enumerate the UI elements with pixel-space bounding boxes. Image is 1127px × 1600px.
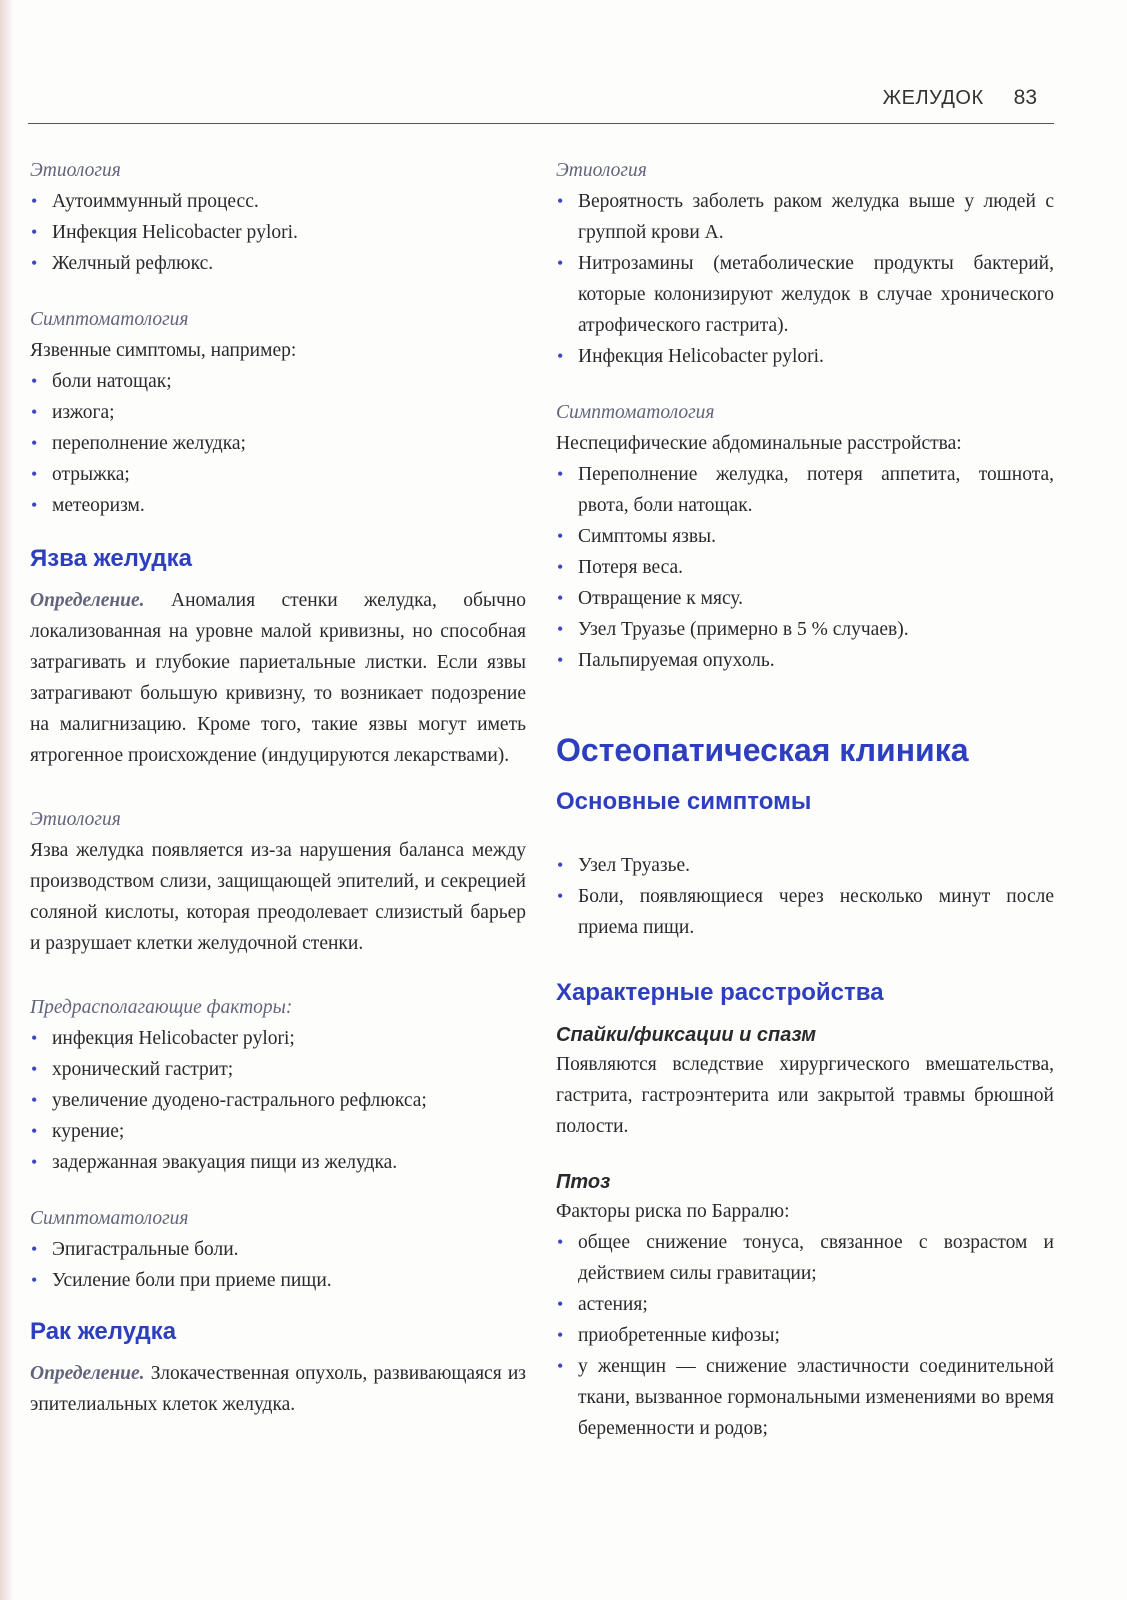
list-item: • Узел Труазье (примерно в 5 % случаев). (556, 614, 1054, 645)
cancer-symptoms-heading: Симптоматология (556, 402, 715, 423)
list-item: • Узел Труазье. (556, 850, 1054, 881)
cancer-etiology-list (556, 186, 1054, 372)
list-item: • Переполнение желудка, потеря аппетита, тошнота, рвота, боли натощак. (556, 459, 1054, 521)
list-item: • увеличение дуодено-гастрального рефлюкса; (30, 1085, 526, 1116)
cancer-etiology-heading: Этиология (556, 160, 647, 181)
list-item: • отрыжка; (30, 459, 526, 490)
ptosis-title: Птоз (556, 1171, 611, 1193)
list-item: • Эпигастральные боли. (30, 1234, 526, 1265)
symptoms-intro: Язвенные симптомы, например: (30, 340, 297, 361)
disorders-title: Характерные расстройства (556, 979, 884, 1006)
list-item: • инфекция Helicobacter pylori; (30, 1023, 526, 1054)
definition-text: Злокачественная опухоль, развивающаяся из эпителиальных клеток желудка. (30, 1363, 526, 1415)
list-item: • переполнение желудка; (30, 428, 526, 459)
list-item: • Пальпируемая опухоль. (556, 645, 1054, 676)
running-head-title: ЖЕЛУДОК (882, 87, 984, 109)
adhesions-title: Спайки/фиксации и спазм (556, 1024, 817, 1046)
list-item: • астения; (556, 1289, 1054, 1320)
ulcer-definition (30, 585, 526, 771)
factors-heading: Предрасполагающие факторы: (30, 997, 293, 1018)
header-rule (28, 123, 1054, 124)
etiology-list (30, 186, 526, 279)
main-symptoms-list (556, 850, 1054, 943)
page-edge-shadow (0, 0, 14, 1600)
page-number: 83 (1013, 86, 1037, 109)
list-item: • Вероятность заболеть раком желудка выше у людей с группой крови А. (556, 186, 1054, 248)
symptoms-heading: Симптоматология (30, 309, 189, 330)
etiology-heading: Этиология (30, 160, 121, 181)
list-item: • Потеря веса. (556, 552, 1054, 583)
definition-label: Определение. (30, 1363, 145, 1384)
ulcer-title: Язва желудка (30, 545, 192, 572)
ptosis-intro: Факторы риска по Барралю: (556, 1201, 790, 1222)
list-item: • метеоризм. (30, 490, 526, 521)
symptoms-list (30, 366, 526, 521)
list-item: • хронический гастрит; (30, 1054, 526, 1085)
list-item: • Инфекция Helicobacter pylori. (30, 217, 526, 248)
main-symptoms-title: Основные симптомы (556, 788, 812, 815)
running-head (883, 86, 1037, 114)
ulcer-etiology-heading: Этиология (30, 809, 121, 830)
list-item: • у женщин — снижение эластичности соединительной ткани, вызванное гормональными изменениями во время беременности и родов; (556, 1351, 1054, 1444)
list-item: • приобретенные кифозы; (556, 1320, 1054, 1351)
adhesions-text: Появляются вследствие хирургического вмешательства, гастрита, гастроэнтерита или закрытой травмы брюшной полости. (556, 1054, 1054, 1137)
factors-list (30, 1023, 526, 1178)
list-item: • Отвращение к мясу. (556, 583, 1054, 614)
definition-text: Аномалия стенки желудка, обычно локализованная на уровне малой кривизны, но способная затрагивать и глубокие париетальные листки. Если язвы затрагивают большую кривизну, то возникает подозрение на малигнизацию. Кроме того, такие язвы могут иметь ятрогенное происхождение (индуцируются лекарствами). (30, 590, 526, 766)
definition-label: Определение. (30, 590, 145, 611)
left-column (30, 156, 526, 1420)
list-item: • Симптомы язвы. (556, 521, 1054, 552)
list-item: • боли натощак; (30, 366, 526, 397)
list-item: • задержанная эвакуация пищи из желудка. (30, 1147, 526, 1178)
cancer-title: Рак желудка (30, 1318, 177, 1345)
list-item: • Нитрозамины (метаболические продукты бактерий, которые колонизируют желудок в случае хронического атрофического гастрита). (556, 248, 1054, 341)
osteo-title: Остеопатическая клиника (556, 732, 969, 768)
list-item: • Инфекция Helicobacter pylori. (556, 341, 1054, 372)
ulcer-symptoms-list (30, 1234, 526, 1296)
ptosis-list (556, 1227, 1054, 1444)
ulcer-symptoms-heading: Симптоматология (30, 1208, 189, 1229)
cancer-symptoms-intro: Неспецифические абдоминальные расстройства: (556, 433, 962, 454)
list-item: • Боли, появляющиеся через несколько минут после приема пищи. (556, 881, 1054, 943)
cancer-symptoms-list (556, 459, 1054, 676)
list-item: • Аутоиммунный процесс. (30, 186, 526, 217)
list-item: • общее снижение тонуса, связанное с возрастом и действием силы гравитации; (556, 1227, 1054, 1289)
list-item: • Усиление боли при приеме пищи. (30, 1265, 526, 1296)
list-item: • изжога; (30, 397, 526, 428)
list-item: • курение; (30, 1116, 526, 1147)
list-item: • Желчный рефлюкс. (30, 248, 526, 279)
ulcer-etiology-text: Язва желудка появляется из-за нарушения баланса между производством слизи, защищающей эпителий, и секрецией соляной кислоты, которая преодолевает слизистый барьер и разрушает клетки желудочной стенки. (30, 840, 526, 954)
right-column (556, 156, 1054, 1444)
cancer-definition (30, 1358, 526, 1420)
